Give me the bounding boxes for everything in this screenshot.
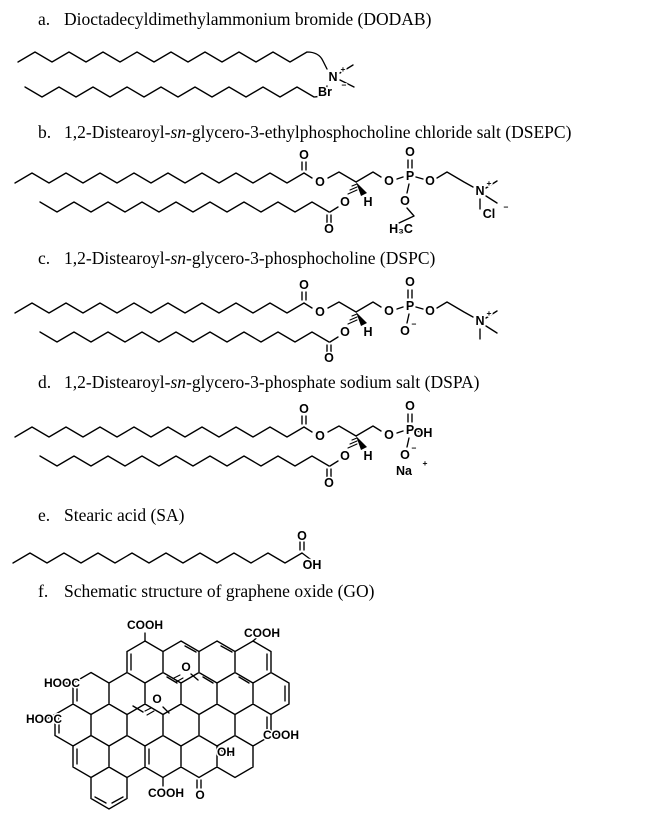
phosphoryl-oxygen-label: O bbox=[405, 275, 415, 289]
title-italic: sn bbox=[170, 372, 186, 392]
structure-dspa bbox=[15, 399, 432, 490]
title-text: 1,2-Distearoyl- bbox=[64, 372, 171, 392]
hashed-stereo-bond bbox=[348, 438, 357, 448]
carboxyl-top-right-label: COOH bbox=[244, 626, 280, 640]
nitrogen-charge: + bbox=[340, 64, 346, 74]
phosphate-oxyanion-charge: − bbox=[411, 443, 417, 453]
phosphorus-label: P bbox=[405, 169, 415, 183]
title-text: Dioctadecyldimethylammonium bromide (DODAB) bbox=[64, 9, 432, 29]
chloride-label: Cl bbox=[482, 207, 496, 221]
section-e-letter: e. bbox=[38, 505, 51, 525]
sodium-label: Na bbox=[396, 464, 412, 478]
ketone-oxygen-label: O bbox=[195, 788, 205, 802]
title-italic: sn bbox=[170, 248, 186, 268]
alkyl-chain-bonds bbox=[18, 52, 354, 97]
section-a-letter: a. bbox=[38, 9, 51, 29]
section-c-letter: c. bbox=[38, 248, 51, 268]
title-italic: sn bbox=[170, 122, 186, 142]
nitrogen-label: N bbox=[328, 70, 338, 84]
phosphate-oxyanion-label: O bbox=[400, 448, 410, 462]
ester-oxygen-label: O bbox=[315, 429, 325, 443]
phosphoester-oxygen-label: O bbox=[384, 428, 394, 442]
carboxyl-top-label: COOH bbox=[127, 618, 163, 632]
wedge-stereo-bond bbox=[356, 182, 367, 196]
section-f-letter: f. bbox=[38, 581, 49, 601]
structure-dodab bbox=[18, 52, 354, 99]
epoxide-hashed-bonds bbox=[145, 675, 183, 715]
epoxide-oxygen-label-1: O bbox=[181, 660, 191, 674]
alkyl-chain-bonds bbox=[13, 553, 310, 563]
nitrogen-label: N bbox=[475, 314, 485, 328]
epoxide-oxygen-label-2: O bbox=[152, 692, 162, 706]
sodium-charge: + bbox=[422, 458, 428, 468]
hydroxyl-label: OH bbox=[217, 745, 235, 759]
stereo-hydrogen-label: H bbox=[363, 195, 373, 209]
hydroxyl-label: OH bbox=[413, 426, 433, 440]
ethyl-methyl-label: H₃C bbox=[389, 222, 413, 236]
sn2-carbonyl-oxygen-label: O bbox=[324, 222, 334, 236]
hydroxyl-label: OH bbox=[302, 558, 322, 572]
title-text: 1,2-Distearoyl- bbox=[64, 122, 171, 142]
phosphoester-oxygen-label: O bbox=[384, 304, 394, 318]
double-bonds bbox=[302, 290, 415, 353]
bromide-label: Br bbox=[318, 85, 332, 99]
carbonyl-oxygen-label: O bbox=[299, 402, 309, 416]
wedge-stereo-bond bbox=[356, 312, 367, 326]
sn2-ester-oxygen-label: O bbox=[340, 195, 350, 209]
carbonyl-oxygen-label: O bbox=[299, 148, 309, 162]
hashed-stereo-bond bbox=[348, 314, 357, 324]
carbonyl-oxygen-label: O bbox=[297, 529, 307, 543]
aromatic-double-bonds bbox=[59, 646, 285, 803]
nitrogen-charge: + bbox=[486, 308, 492, 318]
structure-graphene-oxide bbox=[26, 618, 299, 809]
ester-oxygen-label: O bbox=[315, 305, 325, 319]
carbonyl-oxygen-label: O bbox=[299, 278, 309, 292]
sn2-carbonyl-oxygen-label: O bbox=[324, 476, 334, 490]
nitrogen-charge: + bbox=[486, 178, 492, 188]
stereo-hydrogen-label: H bbox=[363, 449, 373, 463]
ester-oxygen-label: O bbox=[315, 175, 325, 189]
phosphorus-label: P bbox=[405, 423, 415, 437]
sn2-ester-oxygen-label: O bbox=[340, 325, 350, 339]
phosphoester-oxygen-label: O bbox=[384, 174, 394, 188]
title-text: 1,2-Distearoyl- bbox=[64, 248, 171, 268]
bridge-oxygen-label: O bbox=[425, 174, 435, 188]
ethoxy-oxygen-label: O bbox=[400, 194, 410, 208]
bridge-oxygen-label: O bbox=[425, 304, 435, 318]
phosphate-oxyanion-charge: − bbox=[411, 319, 417, 329]
sn2-carbonyl-oxygen-label: O bbox=[324, 351, 334, 365]
carboxyl-left-upper-label: HOOC bbox=[44, 676, 80, 690]
phosphoryl-oxygen-label: O bbox=[405, 145, 415, 159]
chloride-charge: − bbox=[503, 202, 509, 212]
phosphoryl-oxygen-label: O bbox=[405, 399, 415, 413]
section-b-letter: b. bbox=[38, 122, 52, 142]
structure-dspc bbox=[15, 275, 497, 365]
carboxyl-bottom-label: COOH bbox=[148, 786, 184, 800]
title-text: -glycero-3-phosphate sodium salt (DSPA) bbox=[186, 372, 480, 392]
carboxyl-right-label: COOH bbox=[263, 728, 299, 742]
nitrogen-label: N bbox=[475, 184, 485, 198]
structure-dsepc bbox=[15, 145, 509, 236]
section-d-letter: d. bbox=[38, 372, 52, 392]
phosphate-oxyanion-label: O bbox=[400, 324, 410, 338]
title-text: Schematic structure of graphene oxide (GO) bbox=[64, 581, 375, 601]
stereo-hydrogen-label: H bbox=[363, 325, 373, 339]
phosphorus-label: P bbox=[405, 299, 415, 313]
carboxyl-left-lower-label: HOOC bbox=[26, 712, 62, 726]
title-text: -glycero-3-ethylphosphocholine chloride salt (DSEPC) bbox=[186, 122, 572, 142]
double-bonds bbox=[302, 160, 415, 223]
hashed-stereo-bond bbox=[348, 184, 357, 194]
hexagonal-lattice bbox=[55, 641, 289, 809]
bromide-charge: − bbox=[341, 80, 347, 90]
double-bonds bbox=[300, 542, 304, 550]
title-text: Stearic acid (SA) bbox=[64, 505, 185, 525]
title-text: -glycero-3-phosphocholine (DSPC) bbox=[186, 248, 436, 268]
structure-stearic-acid bbox=[13, 529, 321, 572]
wedge-stereo-bond bbox=[356, 436, 367, 450]
sn2-ester-oxygen-label: O bbox=[340, 449, 350, 463]
